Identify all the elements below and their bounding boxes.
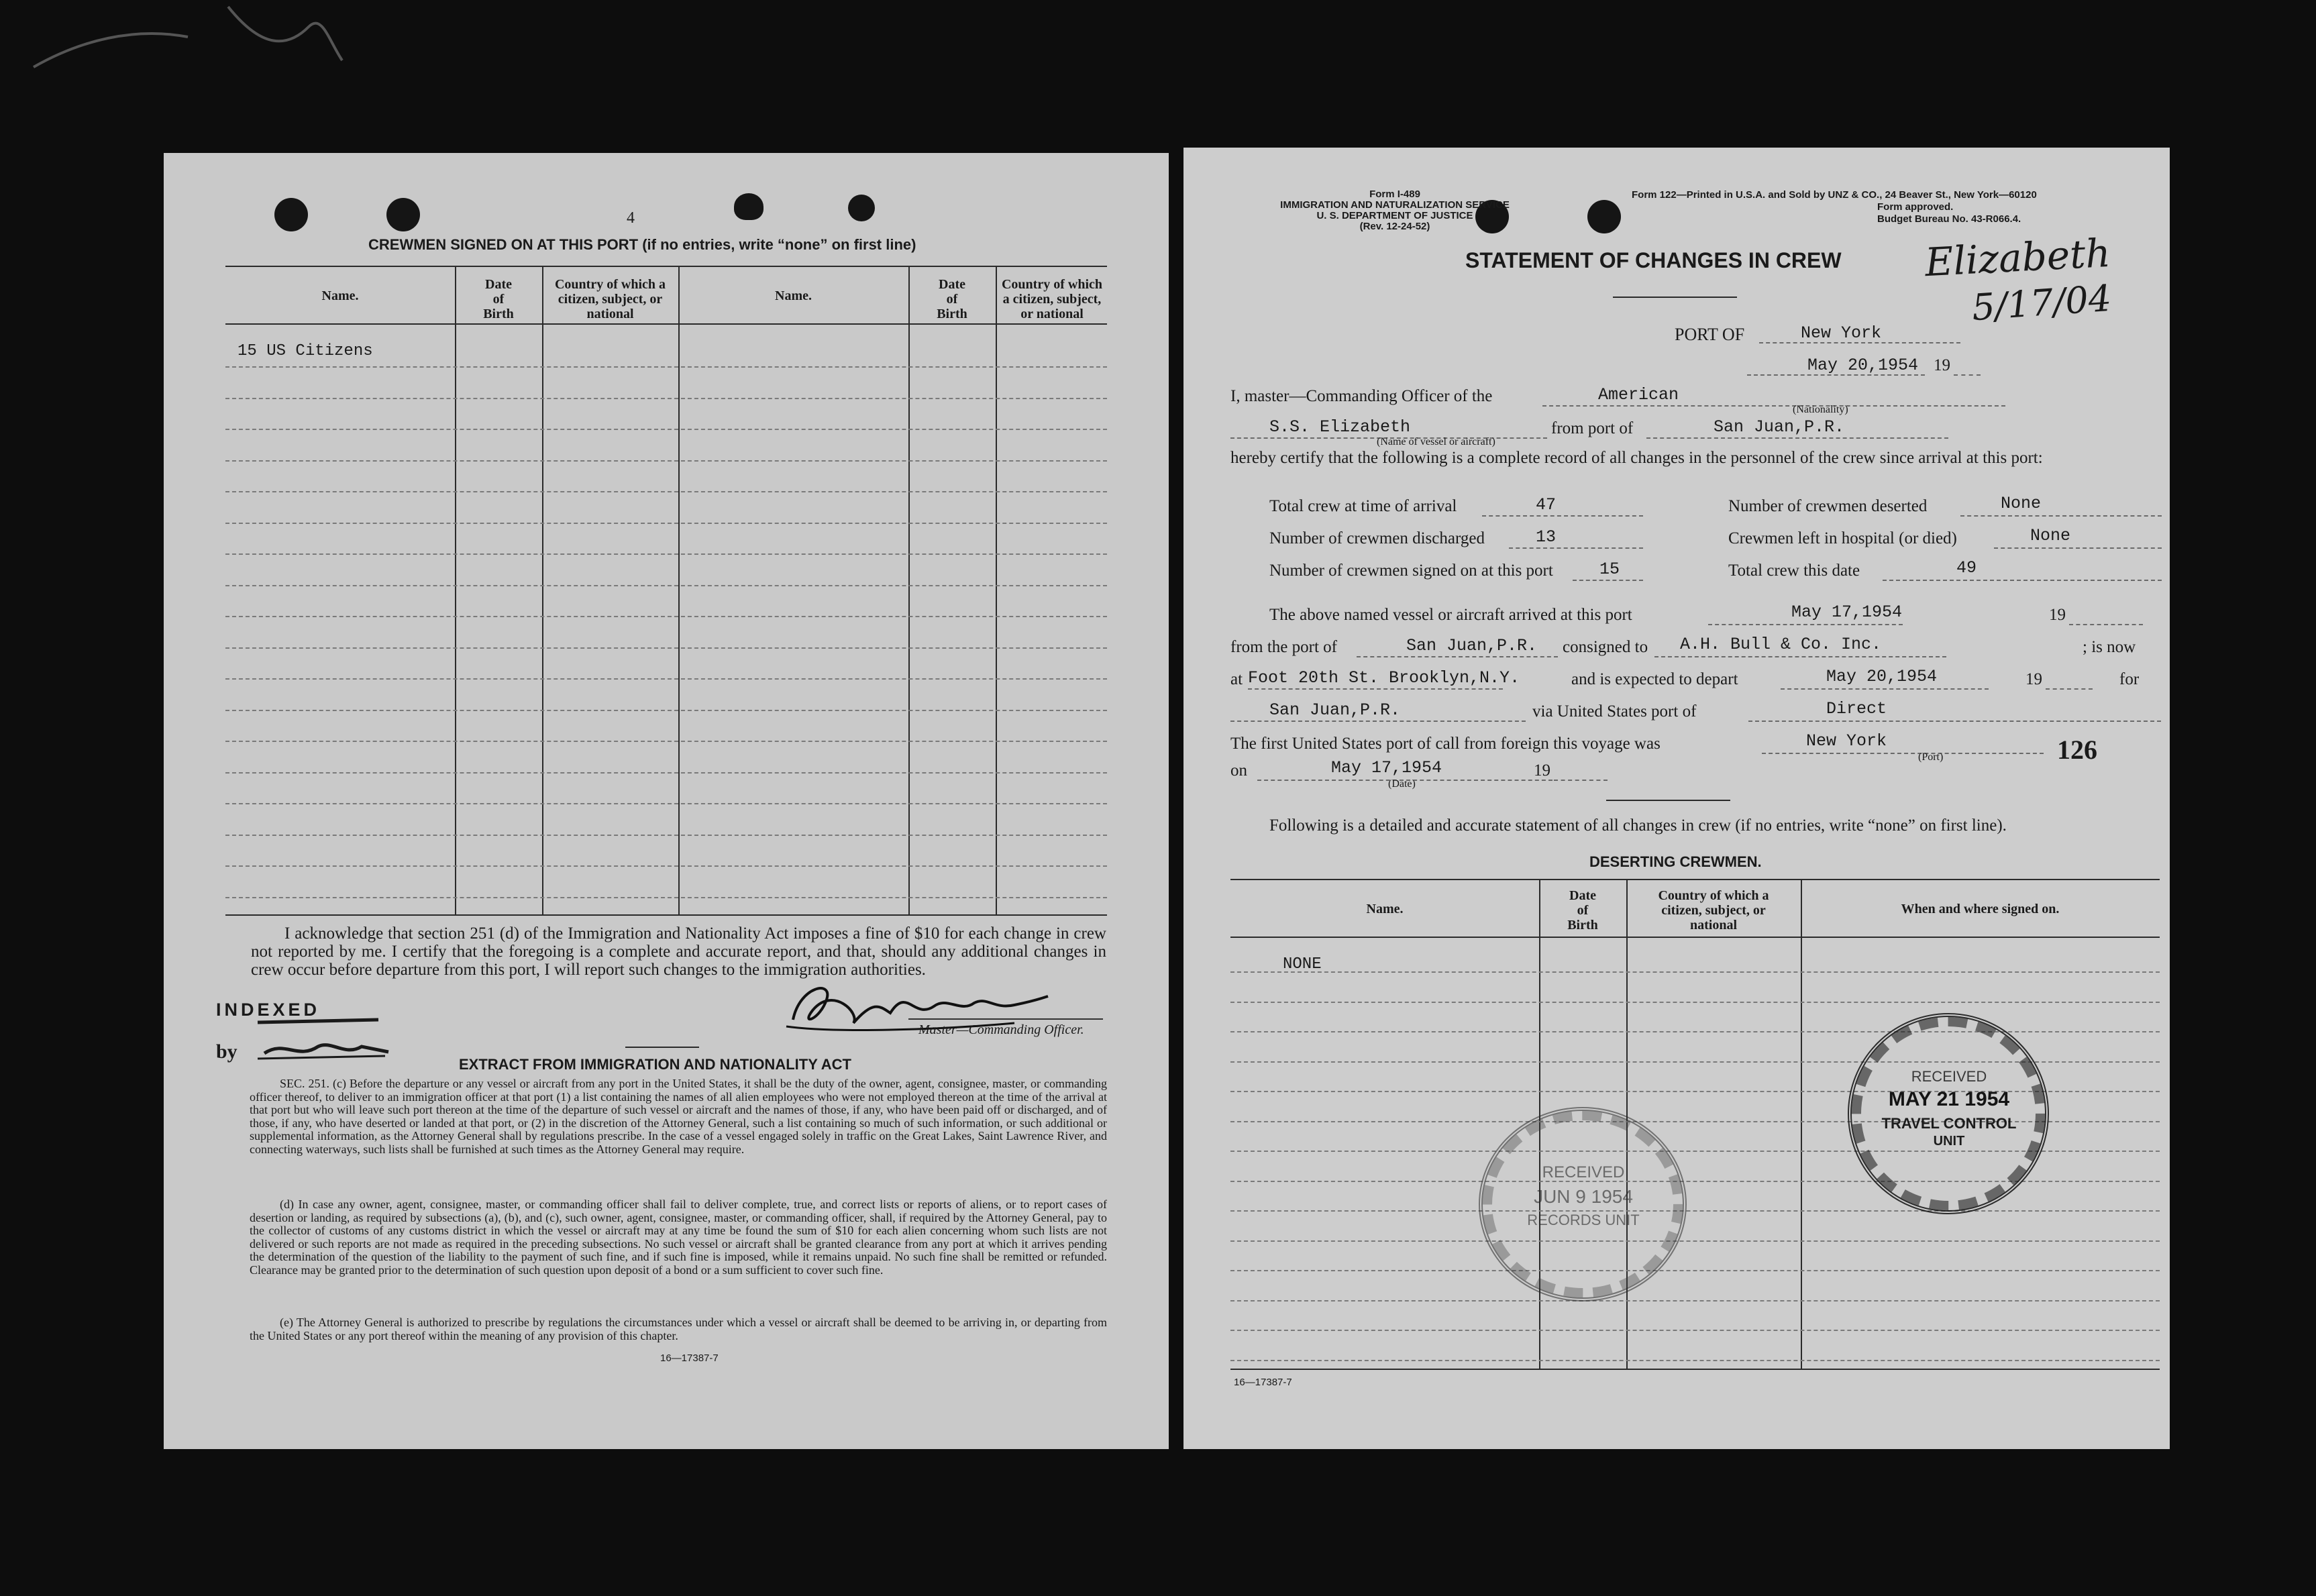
via-label: via United States port of [1532, 702, 1697, 721]
extract-paragraph-e: (e) The Attorney General is authorized to prescribe by regulations the circumstances under which a vessel or aircraft shall be deemed to be arriving in, or departing from the United States or any port thereof within the meaning of any provision of this chapter. [250, 1316, 1107, 1342]
destination-value: San Juan,P.R. [1269, 700, 1401, 720]
at-value: Foot 20th St. Brooklyn,N.Y. [1248, 668, 1520, 688]
table-row-line [225, 647, 1107, 649]
count-value: None [2001, 494, 2042, 513]
agency-line-2: U. S. DEPARTMENT OF JUSTICE [1316, 210, 1473, 221]
right-page: Form I-489 IMMIGRATION AND NATURALIZATION SERVICE U. S. DEPARTMENT OF JUSTICE (Rev. 12-24-52) Form 122—Printed in U.S.A. and Sold by UNZ & CO., 24 Beaver St., New York—60120 Form approved. Budget Bureau No. 43-R066.4. STATEMENT OF CHANGES IN CREW Elizabeth 5/17/04 PORT OF New York May 20,1954 19 I, master—Commanding Officer of the American (Nationality) S.S. Elizabeth (Name of vessel or aircraft) from port of San Juan,P.R. hereby certify that the following is a complete record of all changes in the personnel of the crew since arrival at this port: Total crew at time of arrival 47 Number of crewmen deserted None Number of crewmen discharged 13 Crewmen left in hospital (or died) None Number of crewmen signed on at this port 15 Total crew this date 49 The above named vessel or aircraft arrived at this port May 17,1954 19 from the port of San Juan,P.R. consigned to A.H. Bull & Co. Inc. ; is now at Foot 20th St. Brooklyn,N.Y. and is expected to depart May 20,1954 19 for San Juan,P.R. via United States port of Direct The first United States port of call from foreign this voyage was New York (Port) 126 on May 17,1954 (Date) 19 Following is a detailed and accurate statement of all changes in crew (if no entries, write “none” on first line). DESERTING CREWMEN. Name. Date of Birth Country of which a citizen, subject, or national When and where signed on. NONE 16—17387-7 RECEIVED JUN 9 1954 RECORDS UNIT RECEIVED MAY 21 1954 TRAVEL CONTROL UNIT [1183, 148, 2170, 1449]
table-row-line [225, 897, 1107, 898]
acknowledgment-text: I acknowledge that section 251 (d) of the Immigration and Nationality Act imposes a fine of $10 for each change in crew not reported by me. I certify that the foregoing is a complete and accurate report, and that, should any additional changes in crew occur before departure from this port, I will report such changes to the immigration authorities. [251, 924, 1106, 979]
table-row-line [225, 741, 1107, 742]
port-label: PORT OF [1675, 325, 1745, 344]
agency-line-1: IMMIGRATION AND NATURALIZATION SERVICE [1280, 199, 1510, 211]
corner-pen-scrawl [27, 0, 456, 81]
punch-hole [1587, 200, 1621, 233]
stamp-line: RECEIVED [1911, 1068, 1987, 1085]
is-now-label: ; is now [2083, 638, 2136, 656]
extract-paragraph-d: (d) In case any owner, agent, consignee, master, or commanding officer shall fail to deliver complete, true, and correct lists or reports of aliens, or to report cases of desertion or landing, as required by subsections (a), (b), and (c), such owner, agent, consignee, master, or commanding officer, shall, if required by the Attorney General, pay to the collector of customs of any customs district in which the vessel or aircraft may at any time be found the sum of $10 for each alien concerning whom such lists are not delivered or such reports are not made as required in the preceding subsections. No such vessel or aircraft shall be granted clearance from any port at which it arrives pending the determination of the question of the liability to the payment of such fine, and if such fine is imposed, while it remains unpaid. No such fine shall be remitted or refunded. Clearance may be granted prior to the determination of such question upon deposit of a bond or a sum sufficient to cover such fine. [250, 1198, 1107, 1277]
extract-paragraph-c: SEC. 251. (c) Before the departure or any vessel or aircraft from any port in the United States, it shall be the duty of the owner, agent, consignee, master, or commanding officer thereof, to deliver to an immigration officer at that port (1) a list containing the names of all alien employees who were not employed thereon at the time of the arrival at that port but who will leave such port thereon at the time of the departure of such vessel or aircraft and the names of those, if any, who have been paid off or discharged, and of those, if any, who have deserted or landed at that port, or (2) in the discretion of the Attorney General, such a list containing so much of such information, or such additional or supplemental information, as the Attorney General shall by regulations prescribe. In the case of a vessel engaged solely in traffic on the Great Lakes, Saint Lawrence River, and connecting waterways, such lists shall be furnished at such times as the Attorney General may require. [250, 1077, 1107, 1156]
count-label: Total crew this date [1728, 562, 1860, 580]
table-row-line [225, 460, 1107, 462]
report-year-prefix: 19 [1934, 356, 1950, 374]
handwritten-vessel-name: Elizabeth [1924, 229, 2112, 286]
form-approved: Form approved. [1877, 201, 1954, 213]
on-label: on [1230, 761, 1247, 780]
extract-title: EXTRACT FROM IMMIGRATION AND NATIONALITY ACT [459, 1056, 851, 1073]
punch-hole [734, 193, 764, 220]
report-date: May 20,1954 [1807, 356, 1919, 375]
table-row-line [1230, 1330, 2160, 1331]
table-row-line [225, 865, 1107, 867]
arrived-value: May 17,1954 [1791, 602, 1903, 622]
table-row-line [225, 398, 1107, 399]
on-value: May 17,1954 [1331, 758, 1442, 778]
handwritten-date: 5/17/04 [1970, 276, 2113, 329]
form-title: STATEMENT OF CHANGES IN CREW [1465, 248, 1842, 272]
count-value: 15 [1599, 560, 1620, 579]
by-label: by [216, 1041, 238, 1063]
deserting-first-entry: NONE [1283, 955, 1322, 973]
deserting-col-dob: Date of Birth [1567, 888, 1598, 933]
from-port-value: San Juan,P.R. [1714, 417, 1845, 437]
table-row-line [225, 585, 1107, 586]
deserting-title: DESERTING CREWMEN. [1589, 853, 1762, 870]
vessel-value: S.S. Elizabeth [1269, 417, 1411, 437]
count-value: None [2030, 526, 2071, 545]
master-line: I, master—Commanding Officer of the [1230, 387, 1493, 405]
table-row-line [225, 710, 1107, 711]
col-header-dob: Date of Birth [483, 277, 514, 321]
count-label: Number of crewmen discharged [1269, 529, 1485, 547]
budget-bureau: Budget Bureau No. 43-R066.4. [1877, 213, 2021, 225]
table-row-line [1230, 1300, 2160, 1301]
travel-control-stamp [1848, 1013, 2049, 1214]
stamp-line: RECEIVED [1542, 1163, 1625, 1181]
table-row-line [225, 366, 1107, 368]
indexed-stamp: INDEXED [216, 1000, 321, 1020]
date-caption: (Date) [1388, 778, 1416, 790]
stamp-line: UNIT [1933, 1134, 1965, 1149]
records-unit-stamp [1479, 1107, 1687, 1301]
nationality-caption: (Nationality) [1793, 404, 1848, 415]
count-label: Crewmen left in hospital (or died) [1728, 529, 1957, 547]
deserting-col-country: Country of which a citizen, subject, or national [1658, 888, 1769, 933]
punch-hole [386, 198, 420, 231]
count-label: Number of crewmen signed on at this port [1269, 562, 1553, 580]
count-label: Total crew at time of arrival [1269, 497, 1457, 515]
col-header-country: Country of which a citizen, subject, or national [554, 277, 666, 321]
table-row-line [1230, 1270, 2160, 1271]
revision: (Rev. 12-24-52) [1359, 221, 1430, 232]
table-row-line [1230, 1210, 2160, 1212]
punch-hole [848, 195, 875, 221]
deserting-col-name: Name. [1366, 902, 1404, 916]
port-caption: (Port) [1918, 751, 1944, 763]
signed-on-first-entry: 15 US Citizens [238, 342, 373, 360]
table-row-line [1230, 1031, 2160, 1032]
punch-hole [274, 198, 308, 231]
from-the-port-value: San Juan,P.R. [1406, 636, 1538, 655]
table-row-line [1230, 1240, 2160, 1242]
arrived-label: The above named vessel or aircraft arrived at this port [1269, 606, 1632, 624]
left-page [164, 153, 1169, 1449]
nationality-value: American [1598, 385, 1679, 405]
count-value: 49 [1956, 558, 1977, 578]
table-row-line [225, 772, 1107, 774]
form-header-block [1227, 189, 1563, 232]
stamp-line: RECORDS UNIT [1527, 1212, 1640, 1228]
table-row-line [1230, 1360, 2160, 1361]
table-row-line [1230, 1002, 2160, 1003]
page-number: 4 [627, 209, 635, 227]
signature-caption: Master—Commanding Officer. [918, 1022, 1084, 1037]
col-header-name: Name. [321, 288, 359, 303]
stamp-line: TRAVEL CONTROL [1881, 1115, 2017, 1132]
left-footer-code: 16—17387-7 [660, 1352, 719, 1364]
count-label: Number of crewmen deserted [1728, 497, 1928, 515]
table-row-line [225, 835, 1107, 836]
table-row-line [225, 553, 1107, 555]
depart-value: May 20,1954 [1826, 667, 1938, 686]
first-port-label: The first United States port of call from foreign this voyage was [1230, 735, 1661, 753]
col-header-dob-2: Date of Birth [937, 277, 967, 321]
port-value: New York [1801, 323, 1882, 343]
from-port-label: from port of [1551, 419, 1634, 437]
for-label: for [2119, 670, 2140, 688]
table-row-line [225, 429, 1107, 430]
right-footer-code: 16—17387-7 [1234, 1377, 1292, 1388]
from-the-port-label: from the port of [1230, 638, 1337, 656]
following-text: Following is a detailed and accurate statement of all changes in crew (if no entries, write “none” on first line). [1269, 816, 2007, 835]
stamp-line: JUN 9 1954 [1534, 1186, 1633, 1207]
table-row-line [225, 523, 1107, 524]
table-row-line [225, 678, 1107, 680]
at-label: at [1230, 670, 1243, 688]
form-number: Form I-489 [1369, 189, 1420, 200]
col-header-country-2: Country of which a citizen, subject, or national [1001, 277, 1102, 321]
count-value: 13 [1536, 527, 1557, 547]
table-row-line [225, 616, 1107, 617]
consigned-label: consigned to [1563, 638, 1648, 656]
certify-text: hereby certify that the following is a complete record of all changes in the personnel of the crew since arrival at this port: [1230, 449, 2043, 467]
consigned-value: A.H. Bull & Co. Inc. [1680, 635, 1882, 654]
col-header-name-2: Name. [775, 288, 812, 303]
table-row-line [225, 491, 1107, 492]
indexed-initials-scrawl [244, 1000, 395, 1063]
stamp-line: MAY 21 1954 [1888, 1088, 2010, 1110]
first-port-value: New York [1806, 731, 1887, 751]
count-value: 47 [1536, 495, 1557, 515]
signed-on-heading: CREWMEN SIGNED ON AT THIS PORT (if no entries, write “none” on first line) [368, 236, 916, 253]
table-row-line [1230, 971, 2160, 973]
printer-line: Form 122—Printed in U.S.A. and Sold by UNZ & CO., 24 Beaver St., New York—60120 [1632, 189, 2037, 201]
vessel-caption: (Name of vessel or aircraft) [1377, 436, 1495, 447]
depart-label: and is expected to depart [1571, 670, 1738, 688]
via-value: Direct [1826, 699, 1887, 719]
page-serial-stamp: 126 [2057, 735, 2097, 765]
deserting-col-when-where: When and where signed on. [1901, 902, 2060, 916]
table-row-line [225, 803, 1107, 804]
